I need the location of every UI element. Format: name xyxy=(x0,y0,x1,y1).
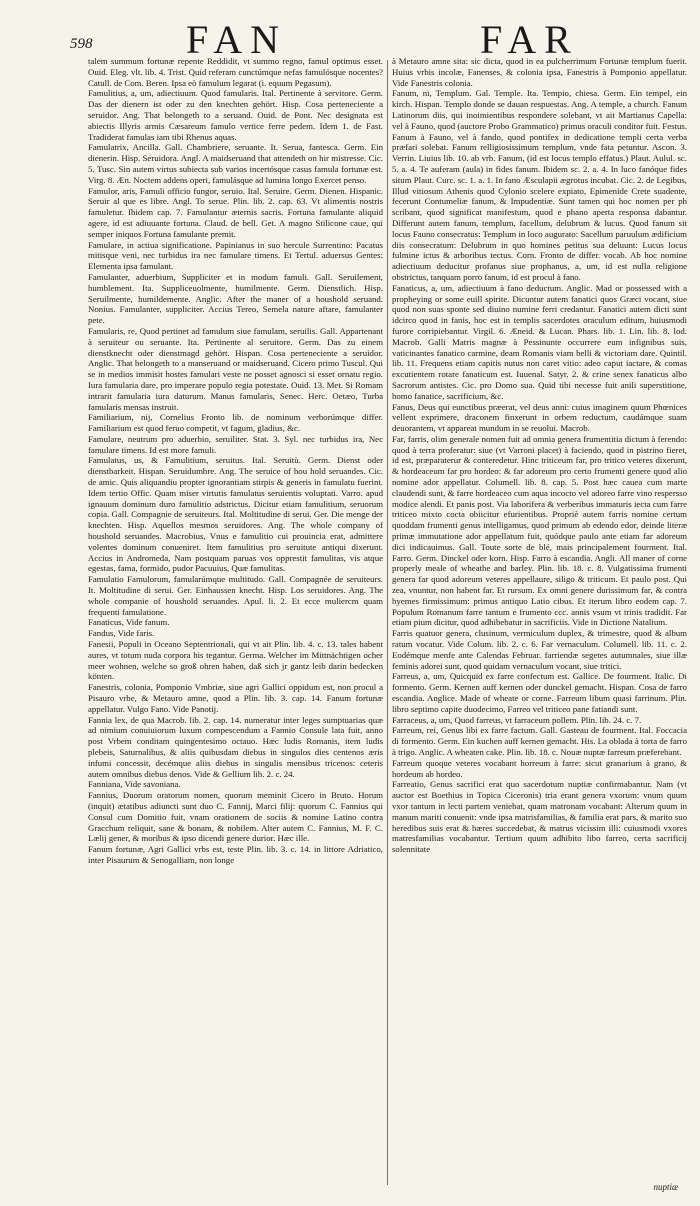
dictionary-entry: Farraceus, a, um, Quod farreus, vt farraceum pollem. Plin. lib. 24. c. 7. xyxy=(392,714,642,725)
dictionary-entry: Farreum quoque veteres vocabant horreum à farre: sicut granarium à grano, & hordeum ab hordeo. xyxy=(392,757,687,779)
left-column xyxy=(88,56,383,866)
dictionary-entry: Fanesii, Populi in Oceano Septentrionali, qui vt ait Plin. lib. 4. c. 13. tales habent aures, vt totum nuda corpora his tegantur. Germa. Welcher im Mittnächtigen ocher meer wohnen, welche so groß ohren haben, daß sich jr gantz leib darin bedecken könten. xyxy=(88,639,383,682)
dictionary-entry: Farreatio, Genus sacrifici erat quo sacerdotum nuptiæ confirmabantur. Nam (vt auctor est Boethius in Topica Ciceronis) tria erant genera vxorum: vnum quum vxor tantum in lecti partem veniebat, quam matronam vocabant: Alterum quum in manum mariti conuenit: vnde ipsa matrisfamilias, & familia erat pars, & marito suo heredibus suis erat & hæres succedebat, & matrus vicissim illi: cuiusmodi vxores matresfamilias vocabantur. Tertium quum adhibito libo farreo, certa sacrificij solennitate xyxy=(392,779,687,855)
dictionary-entry: Fandus, Vide faris. xyxy=(88,628,155,639)
dictionary-entry: Famulitius, a, um, adiectiuum. Quod famularis. Ital. Pertinente à servitore. Germ. Das der dienern ist oder zu den knechten gehört. Hisp. Cosa perteneciente a seruidor. Ang. That belongeth to a seruand. Ouid. de Pont. Nec designata est abiectis Illyris armis Cæsareum famulo vertice ferre pedem. Idem 1. de Fast. Tradiderat famulas iam tibi Rhenus aquas. xyxy=(88,88,383,142)
dictionary-entry: Farreum, rei, Genus libi ex farre factum. Gall. Gasteau de fourment. Ital. Foccacia di formento. Germ. Ein kuchen auff kernen gemacht. His. La oblada à torta de farro à trigo. Anglic. A wheaten cake. Plin. lib. 18. c. Nouæ nuptæ farreum præferebant. xyxy=(392,725,687,757)
page-number: 598 xyxy=(70,36,93,52)
dictionary-entry: Fannius, Duorum oratorum nomen, quorum meminit Cicero in Bruto. Horum (inquit) ætatibus adiuncti sunt duo C. Fannij, Marci filij: quorum C. Fannius qui Consul cum Domitio fuit, vnam orationem de sociis & nomine Latino contra Gracchum reliquit, sane & bonam, & nobilem. Alter autem C. Fannius, M. F. C. Lælij gener, & moribus & ipso dicendi genere durior. Hæc ille. xyxy=(88,790,383,844)
dictionary-entry: Fanniana, Vide savoniana. xyxy=(88,779,181,790)
dictionary-entry: Farris quatuor genera, clusinum, vermiculum duplex, & trimestre, quod & album ratum vocatur. Vide Colum. lib. 2. c. 6. Far vernaculum. Columell. lib. 11. c. 2. Eodémque menfe ante Calendas Februar. farriendæ segetes autumnales, siue illæ feminis adorei sunt, quod quidam vernaculum vocant, siue tritici. xyxy=(392,628,687,671)
dictionary-entry: à Metauro amne sita: sic dicta, quod in ea pulcherrimum Fortunæ templum fuerit. Huius vrbis incolæ, Fanenses, & colonia ipsa, Fanestris à Pomponio appellatur. Vide Fanestris colonia. xyxy=(392,56,687,88)
dictionary-entry: Fanaticus, Vide fanum. xyxy=(88,617,170,628)
dictionary-entry: Farreus, a, um, Quicquid ex farre confectum est. Gallice. De fourment. Italic. Di formento. Germ. Kernen auff kernen oder dunckel gemacht. Hispan. Cosa de farro escandia. Anglice. Made of wheate or corne. Farreum libum quasi farrinum. Plin. libro septimo capite duodecimo, Farreo vel triticeo pane fatiandi sunt. xyxy=(392,671,687,714)
dictionary-entry: talem summum fortunæ repente Reddidit, vt summo regno, famul optimus esset. Ouid. Eleg. vlt. lib. 4. Trist. Quid referam cunctúmque nefas famulósque nocentes? Catull. de Com. Beren. Ipsa eò famulum legarat (i. equum Pegasum). xyxy=(88,56,383,88)
dictionary-entry: Fanus, Deus qui eunctibus præerat, vel deus anni: cuius imaginem quum Phœnices vellent exprimere, draconem finxerunt in orbem reductum, caudámque suam deuorantem, vt appareat mundum in se reuolui. Macrob. xyxy=(392,401,687,434)
dictionary-entry: Famularis, re, Quod pertinet ad famulum siue famulam, seruilis. Gall. Appartenant à seruiteur ou seruante. Ita. Pertinente al seruitore. Germ. Das zu einem dienstknecht oder dienstmagd gehört. Hispan. Cosa perteneciente a seruidor. Anglic. That belongeth to a manseruand or maidseruand. Cicero primo Tuscul. Qui se in medios immisit hostes famulari veste ne posset agnosci si esset ornatu regio. Iura famularia dare, pro imperare populo regia potestate. Ouid. 13. Met. Si Romam intrarit famularia iura daturum. Manus famularis, Senec. Herc. Oetæo, Turba famularis mensas instruit. xyxy=(88,325,383,412)
column-divider xyxy=(387,60,388,1185)
dictionary-entry: Famulatrix, Ancilla. Gall. Chambriere, seruante. It. Serua, fantesca. Germ. Ein dienerin. Hisp. Seruidora. Angl. A maidseruand that attendeth on hir mistresse. Cic. 5. Tusc. Sin autem virtus subiecta sub varios incertósque casus famula fortunæ est. Virg. 8. Æn. Noctem addens operi, famulásque ad lumina longo Exercet penso. xyxy=(88,142,383,185)
right-column xyxy=(392,56,687,855)
dictionary-entry: Fannia lex, de qua Macrob. lib. 2. cap. 14. numeratur inter leges sumptuarias quæ ad nimium conuiuiorum luxum compescendum a Fannio Consule lata fuit, anno post Vrbem conditam quingentesimo octauo. Hæc ludis Romanis, item ludis plebeis, Saturnalibus, & aliis quibusdam diebus in singulos dies centenos æris infumi concessit, decémque aliis diebus in singulis mensibus tricenos: ceteris autem omnibus diebus denos. Vide & Gellium lib. 2. c. 24. xyxy=(88,714,383,779)
dictionary-entry: Famulanter, aduerbium, Suppliciter et in modum famuli. Gall. Seruilement, humblement. Ita. Suppliceuolmente, humilmente. Germ. Dienstlich. Hisp. Seruilmente, humildemente. Anglic. After the maner of a houshold seruand. Nonius. Famulanter, suppliciter. Accius Tereo, Semela nature aftare, famulanter pete. xyxy=(88,271,383,326)
dictionary-entry: Famulatio Famulorum, famularúmque multitudo. Gall. Compagnée de seruiteurs. It. Moltitudine di serui. Ger. Einhaussen knecht. Hisp. Los seruidores. Ang. The whole companie of houshold seruandes. Apul. li. 2. Et ecce muliercm quam frequenti famulatione. xyxy=(88,574,383,617)
dictionary-entry: Fanum fortunæ, Agri Gallici vrbs est, teste Plin. lib. 3. c. 14. in littore Adriatico, inter Pisaurum & Senogalliam, non longe xyxy=(88,844,383,865)
dictionary-entry: Fanaticus, a, um, adiectiuum à fano deductum. Anglic. Mad or possessed with a propheying or some euill spirite. Dicuntur autem fanatici quos Græci vocant, siue quod non suas sponte sed diuino numine ferri credantur. Fanatici autem dicti sunt idcirco quod in fanis, hoc est in templis sacerdotes oraculum editum, huiusmodi furore corripiebantur. Virgil. 6. Æneid. & Lucan. Phars. lib. 1. Lin. lib. 8. lod. Macrob. Galli Matris magnæ à Pessinunte occurrere eum infignibus suis, vaticinantes fanatico carmine, deam Romanis viam belli & victoriam dare. Quintil. lib. 11. Frequens etiam capitis nutus non caret vitio: adeo caput iactare, & comas excutientem rotare fanaticum est. Iuuenal. Satyr. 2. & crine senex fanaticus albo Sacrorum antistes. Cic. pro Domo sua. Quid tibi necesse fuit anili superstitione, homo fanatice, sacrificium, &c. xyxy=(392,282,687,401)
running-head-right: FAR xyxy=(480,17,579,62)
dictionary-entry: Famulor, aris, Famuli officio fungor, seruio. Ital. Seruire. Germ. Dienen. Hispanic. Seruir al que es libre. Angl. To serue. Plin. lib. 2. cap. 63. Vt alimentis nostris famuletur. Ibidem cap. 7. Famulantur æternis sacris. Fortuna famulante aliquid agere, id est adiuuante fortuna. Claud. de bell. Get. A magno Stilicone caue, qui semper iniquos Fortuna famulante premit. xyxy=(88,185,383,239)
dictionary-entry: Far, farris, olim generale nomen fuit ad omnia genera frumentitia dictum à ferendo: quod à terra proferatur: siue (vt Varroni placet) à faciendo, quod in pistrino fieret, id est, præparaterur & conteredetur. Hinc triticeum far, pro tritico veteres dixerunt, & hordeaceum far pro hordeo: & far adoreum pro certo frumenti genere quod alio nomine ador appellatur. Columell. lib. 8. cap. 5. Post hæc cauea cum marte claudendi sunt, & farre hordeaceo cum aqua incocto vel adoreo farre vino respersso modice alendi. Et panis post. Via laborifera & verberibus immaturis iecta cum farre triticeo mixto cocta obiicitur efurientibus. Propriè autem farris nomine certum quoddam frumenti genus intelligamus, quod primum ab edendo edor, deinde literæ primæ immutatione ador appellatum fuit, quódque paulo ante etiam far adoreum dici indicauimus. Gall. Toute sorte de blé, mais principalement fourment. Ital. Farro. Germ. Dinckel oder korn. Hisp. Farro à escandia. Angli. All maner of corne properly meale of wheathe and barley. Plin. lib. 18. c. 8. Vulgatissima frumenti genera far quod adoreum veteres appellaure, siligo & triticum. Et paulo post. Qui zea, vnuntur, non habent far. Et rursum. Ex omni genere durissimum far, & contra hyemes firmissimum: primus antiquo Latio cibus. Et iterum libro eodem cap. 7. Populum Romanum farre tantum e frumento ccc. annis vsum vt trinis tradidit. Far etiam pium dicitur, quod adhibebatur in sacrificiis. Vide in Dictione Natalium. xyxy=(392,433,687,628)
page-header xyxy=(0,12,700,62)
dictionary-entry: Famulare, in actiua significatione. Papinianus in suo hercule Surrentino: Pacatus mitisque veni, nec turbidus ira nec famulare timens. Et Tertul. aduersus Gentes: Elementa ipsa famulant. xyxy=(88,239,383,272)
dictionary-entry: Famulare, neutrum pro aduerbio, seruiliter. Stat. 3. Syl. nec turbidus ira, Nec famulare timens. Id est more famuli. xyxy=(88,433,383,455)
dictionary-entry: Familiarium, nij, Cornelius Fronto lib. de nominum verborúmque differ. Familiarium est quod feruo competit, vt fagum, gladius, &c. xyxy=(88,412,383,434)
dictionary-entry: Fanum, ni, Templum. Gal. Temple. Ita. Tempio, chiesa. Germ. Ein tempel, ein kirch. Hispan. Templo donde se dauan respuestas. Ang. A temple, a church. Fanum Latinorum diis, qui inoimientibus respondere solebant, vt ait Martianus Capella: vel à Fauno, quod (auctore Probo Grammatico) primus oraculi conditor fuit. Festus. Fanum à Fauno, vel à fando, quod pontifex in dedicatione templi certa verba præfari solebat. Fanum relligiosissimum templum, vnde fata petuntur. Ascon. 3. Verrin. Liuius lib. 10. ab vrb. Fanum, (id est locus templo effatus.) Plaut. Aulul. sc. 5. a. 4. Te auferam (aula) in fides fanum. Ibidem sc. 2. a. 4. In luco fanóque fides situm Plaut. Curc. sc. 1. a. 1. In fano Æsculapii ægrotus incubat. Cic. 2. de Legibus, Illud vitiosum Athenis quod Cylonio scelere expiato, Epimenide Crete suadente, fecerunt Contumeliæ fanum, & Impudentiæ. Sunt tamen qui hoc nomen per ph scribant, quod significat manifestum, quod e phano aperta responsa dabantur. Differunt autem fanum, templum, facellum, delubrum & lucus. Quod fanum sit locus Fauno consecratus: Templum in loco augurato: Sacellum paruulum ædificium diis consecratum: Delubrum in quo homines petitus sua deluunt: Lucus locus fulmine ictus & arboribus tectus. Corn. Fronto de differ. vocab. Ab hoc nomine adiectiuum deducitur profanus siue prophanus, a, um, id est nulla religione obstrictus, tanquam porro fanum, id est procul à fano. xyxy=(392,88,687,282)
running-head-left: FAN xyxy=(186,17,288,62)
dictionary-entry: Fanestris, colonia, Pomponio Vmbriæ, siue agri Gallici oppidum est, non procul a Pisauro vrbe, & Metauro amne, quod a Plin. lib. 3. cap. 14. Fanum fortunæ appellatur. Vulgo Fano. Vide Panotij. xyxy=(88,682,383,714)
catchword: nuptiæ xyxy=(653,1182,678,1192)
dictionary-entry: Famulatus, us, & Famulitium, seruitus. Ital. Seruitù. Germ. Dienst oder dienstbarkeit. Hispan. Seruidumbre. Ang. The seruice of hou hold seruandes. Cic. de amic. Quis aliquandiu propter ignorantiam stirpis & generis in famulatu fuerint. Idem tertio Offic. Quam miser virtutis famulatus seruientis voluptati. Varro. apud ignauum dominum duro famulitio adstrictus. Dicitur etiam famulitium, seruorum copia. Gall. Compagnie de seruiteurs. Ital. Moltitudine di serui. Ger. Die menge der knechten. Hisp. Aquellos mesmos seruidores. Ang. The whole company of houshold seruandes. Macrobius, Vnus e famulitio cui prouincia erat, admittere volentes dominum conueniret. Item famulitius pro seruitute antiqui dixerunt. Accius in Andromeda, Nam postquam paruas vos opprestit famulitas, vis atque egestas, fama, formido, pudor Pacuuius, Quæ famulitas. xyxy=(88,455,383,574)
